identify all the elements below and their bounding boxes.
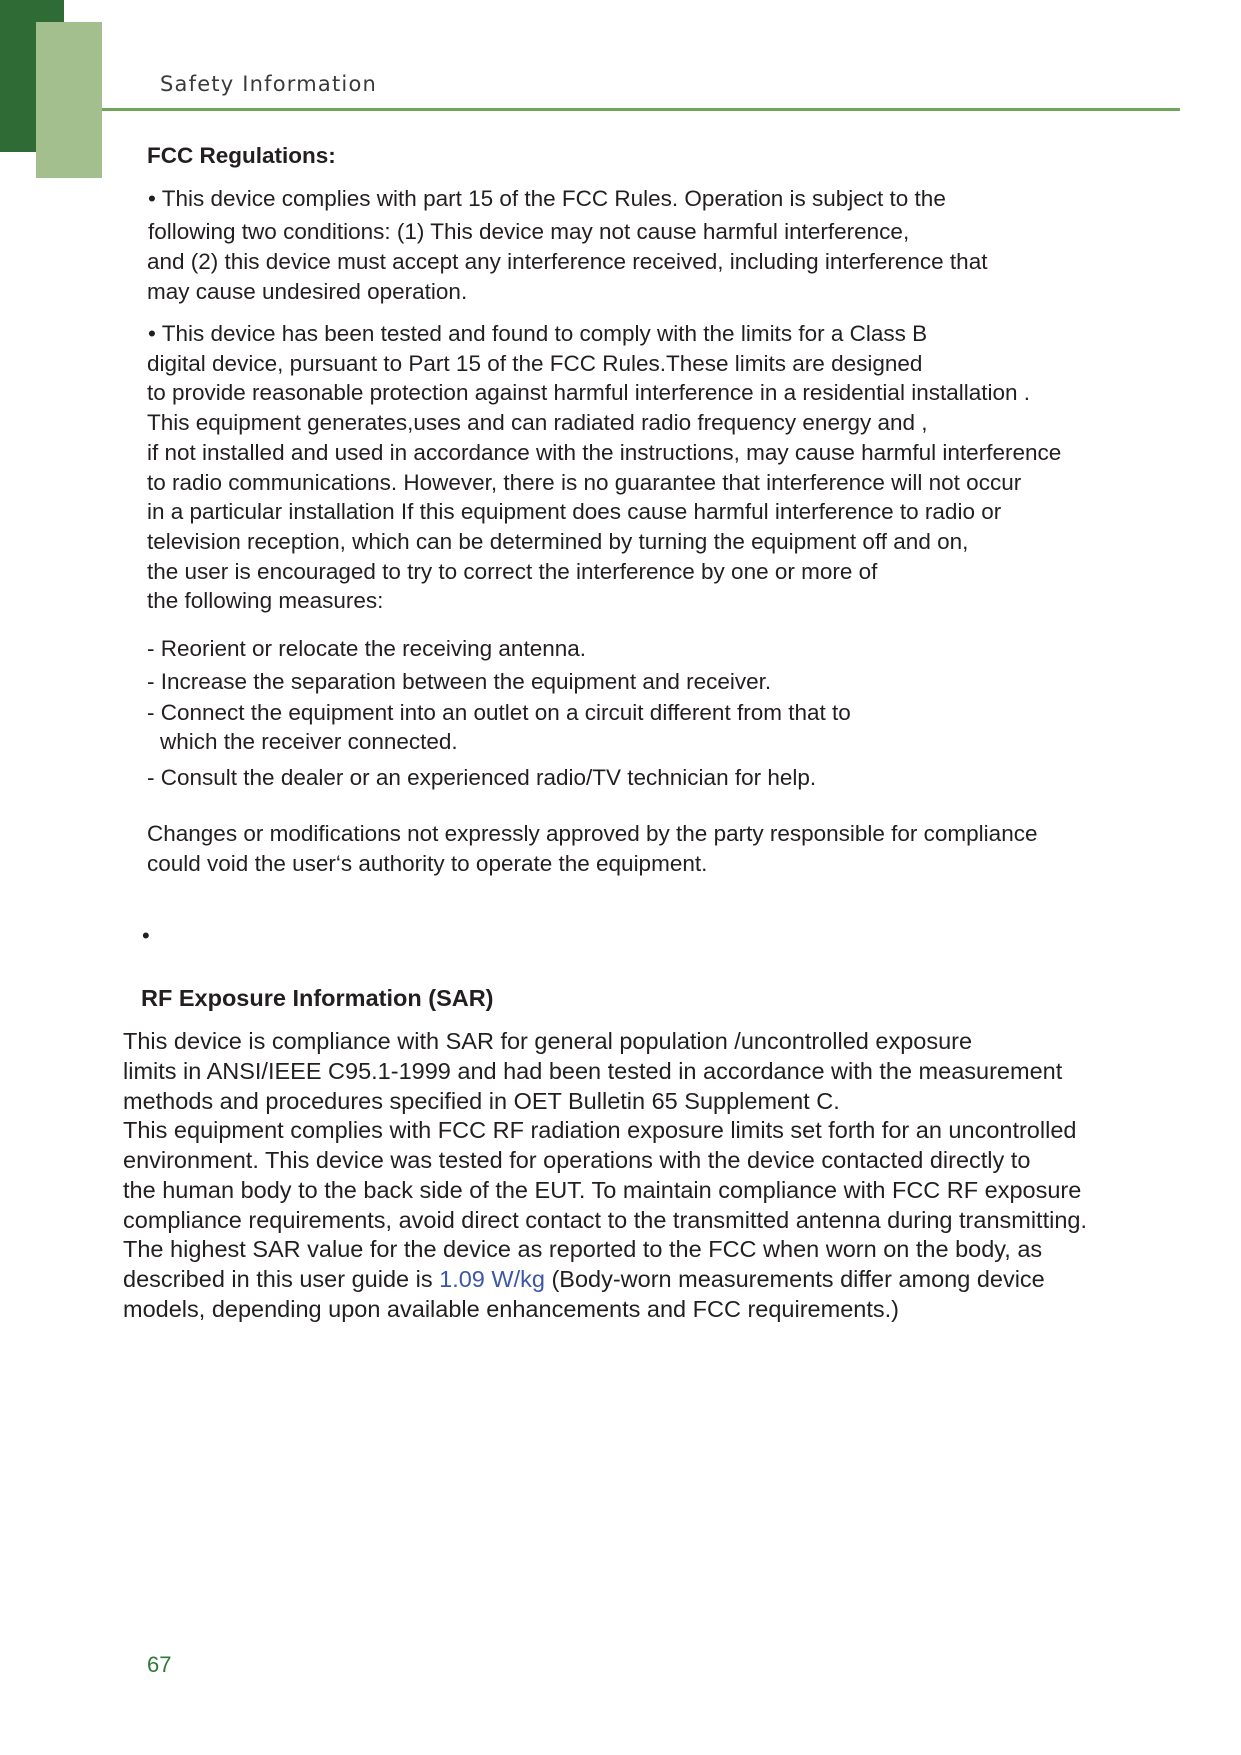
section-title: Safety Information — [160, 72, 378, 96]
rf-line: environment. This device was tested for operations with the device contacted directly to — [123, 1147, 1031, 1173]
page-number: 67 — [147, 1652, 172, 1677]
header-tab-light — [36, 22, 102, 178]
fcc-para2-line: This equipment generates,uses and can radiated radio frequency energy and , — [147, 410, 928, 435]
rf-line: the human body to the back side of the EUT. To maintain compliance with FCC RF exposure — [123, 1177, 1082, 1203]
sar-prefix: described in this user guide is — [123, 1266, 440, 1292]
measure-item-continued: which the receiver connected. — [160, 729, 458, 754]
sar-suffix: (Body-worn measurements differ among device — [544, 1266, 1045, 1292]
measure-item: - Increase the separation between the equipment and receiver. — [147, 669, 772, 694]
measure-item: - Connect the equipment into an outlet on a circuit different from that to — [147, 700, 851, 725]
fcc-para2-line: the following measures: — [147, 588, 384, 613]
sar-value: 1.09 W/kg — [439, 1266, 545, 1292]
fcc-para2-line: the user is encouraged to try to correct the interference by one or more of — [147, 559, 878, 584]
empty-bullet: • — [142, 923, 150, 948]
fcc-para1-line: may cause undesired operation. — [147, 279, 468, 304]
fcc-para1-line: and (2) this device must accept any interference received, including interference that — [147, 249, 988, 274]
rf-line: limits in ANSI/IEEE C95.1-1999 and had been tested in accordance with the measurement — [123, 1058, 1063, 1084]
rf-line: The highest SAR value for the device as reported to the FCC when worn on the body, as — [123, 1236, 1043, 1262]
fcc-para1-line: following two conditions: (1) This device may not cause harmful interference, — [148, 219, 910, 244]
rf-line: methods and procedures specified in OET Bulletin 65 Supplement C. — [123, 1088, 840, 1114]
rf-heading: RF Exposure Information (SAR) — [141, 985, 494, 1011]
fcc-para2-line: • This device has been tested and found to comply with the limits for a Class B — [148, 321, 928, 346]
fcc-para2-line: if not installed and used in accordance with the instructions, may cause harmful interference — [147, 440, 1062, 465]
fcc-heading: FCC Regulations: — [147, 143, 336, 168]
fcc-para2-line: in a particular installation If this equipment does cause harmful interference to radio or — [147, 499, 1002, 524]
rf-line: This device is compliance with SAR for general population /uncontrolled exposure — [123, 1028, 973, 1054]
rf-sar-line — [123, 1268, 1045, 1292]
rf-line: models, depending upon available enhancements and FCC requirements.) — [123, 1296, 899, 1322]
fcc-para2-line: television reception, which can be determined by turning the equipment off and on, — [147, 529, 969, 554]
rf-line: compliance requirements, avoid direct contact to the transmitted antenna during transmitting. — [123, 1207, 1088, 1233]
fcc-para2-line: to radio communications. However, there is no guarantee that interference will not occur — [147, 470, 1022, 495]
fcc-para1-line: • This device complies with part 15 of the FCC Rules. Operation is subject to the — [148, 186, 946, 211]
fcc-para2-line: to provide reasonable protection against harmful interference in a residential installation . — [147, 380, 1031, 405]
header-divider — [102, 108, 1180, 111]
fcc-para2-line: digital device, pursuant to Part 15 of the FCC Rules.These limits are designed — [147, 351, 923, 376]
rf-line: This equipment complies with FCC RF radiation exposure limits set forth for an uncontrolled — [123, 1117, 1077, 1143]
measure-item: - Consult the dealer or an experienced radio/TV technician for help. — [147, 765, 817, 790]
changes-line: could void the user‘s authority to operate the equipment. — [147, 851, 708, 876]
changes-line: Changes or modifications not expressly approved by the party responsible for compliance — [147, 821, 1038, 846]
measure-item: - Reorient or relocate the receiving antenna. — [147, 636, 587, 661]
